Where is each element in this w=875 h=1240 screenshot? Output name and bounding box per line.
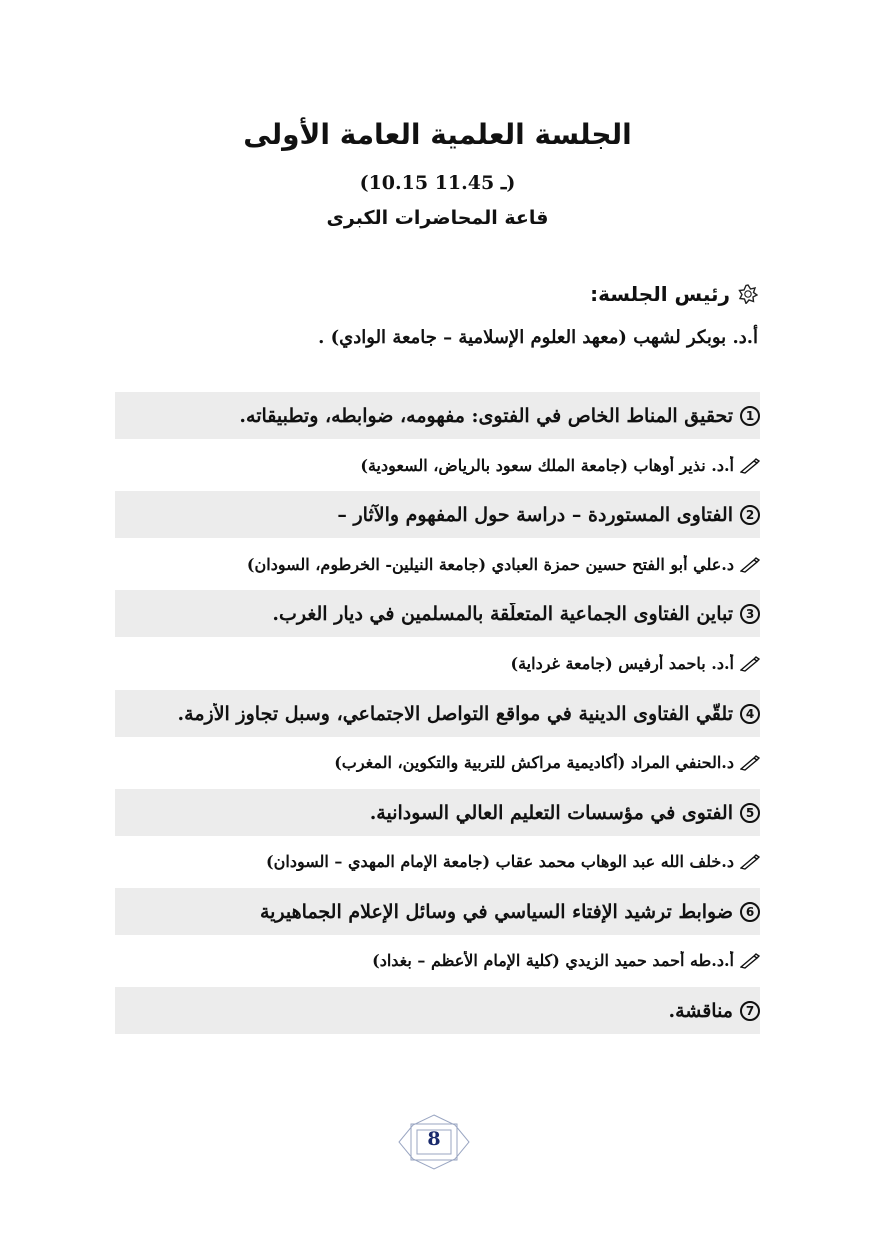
item-number: 4 (740, 704, 760, 724)
topic-row (115, 789, 760, 836)
item-number: 1 (740, 406, 760, 426)
topic-row (115, 590, 760, 637)
item-number: 5 (740, 803, 760, 823)
writing-hand-icon (740, 458, 760, 474)
item-number: 6 (740, 902, 760, 922)
topic-title: تحقيق المناط الخاص في الفتوى: مفهومه، ضوابطه، وتطبيقاته. (239, 404, 733, 427)
speaker-name: أ.د.طه أحمد حميد الزيدي (كلية الإمام الأعظم – بغداد) (372, 951, 734, 970)
writing-hand-icon (740, 656, 760, 672)
chair-heading (590, 282, 758, 306)
topic-row (115, 987, 760, 1034)
chair-label: رئيس الجلسة: (590, 282, 730, 306)
speaker-row (115, 541, 760, 588)
topic-title: تباين الفتاوى الجماعية المتعلّقة بالمسلمين في ديار الغرب. (272, 602, 733, 625)
chair-name: أ.د. بوبكر لشهب (معهد العلوم الإسلامية – جامعة الوادي) . (318, 327, 758, 348)
speaker-name: د.الحنفي المراد (أكاديمية مراكش للتربية والتكوين، المغرب) (334, 753, 734, 772)
writing-hand-icon (740, 953, 760, 969)
session-hall: قاعة المحاضرات الكبرى (326, 207, 549, 229)
speaker-row (115, 640, 760, 687)
topic-row (115, 491, 760, 538)
speaker-name: أ.د. نذير أوهاب (جامعة الملك سعود بالرياض، السعودية) (360, 456, 734, 475)
session-time: (10.15 ـ 11.45) (359, 172, 516, 194)
speaker-row (115, 937, 760, 984)
item-number: 7 (740, 1001, 760, 1021)
speaker-name: د.خلف الله عبد الوهاب محمد عقاب (جامعة الإمام المهدي – السودان) (266, 852, 734, 871)
topic-title: الفتاوى المستوردة – دراسة حول المفهوم والآثار – (337, 503, 733, 526)
star-ornament-icon (738, 284, 758, 304)
writing-hand-icon (740, 557, 760, 573)
topic-row (115, 392, 760, 439)
topic-title: مناقشة. (668, 999, 733, 1022)
topic-row (115, 888, 760, 935)
session-title: الجلسة العلمية العامة الأولى (243, 118, 632, 151)
writing-hand-icon (740, 755, 760, 771)
speaker-row (115, 442, 760, 489)
topic-title: ضوابط ترشيد الإفتاء السياسي في وسائل الإعلام الجماهيرية (259, 900, 733, 923)
speaker-row (115, 838, 760, 885)
speaker-name: أ.د. باحمد أرفيس (جامعة غرداية) (510, 654, 734, 673)
speaker-row (115, 739, 760, 786)
topic-title: الفتوى في مؤسسات التعليم العالي السودانية. (369, 801, 733, 824)
topic-row (115, 690, 760, 737)
item-number: 3 (740, 604, 760, 624)
speaker-name: د.علي أبو الفتح حسين حمزة العبادي (جامعة النيلين- الخرطوم، السودان) (246, 555, 734, 574)
topic-title: تلقّي الفتاوى الدينية في مواقع التواصل الاجتماعي، وسبل تجاوز الأزمة. (177, 702, 733, 725)
page-number: 8 (427, 1128, 441, 1150)
item-number: 2 (740, 505, 760, 525)
writing-hand-icon (740, 854, 760, 870)
